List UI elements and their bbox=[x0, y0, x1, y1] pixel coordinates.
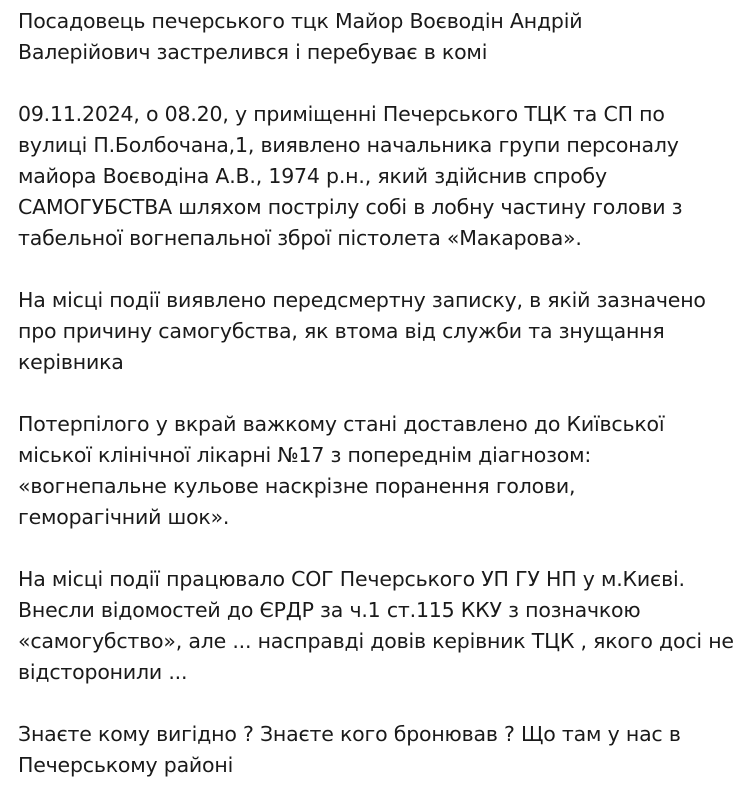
text-line: міської клінічної лікарні №17 з попереднім діагнозом: bbox=[18, 443, 592, 467]
text-line: вулиці П.Болбочана,1, виявлено начальника групи персоналу bbox=[18, 133, 679, 157]
text-line: Валерійович застрелився і перебуває в комі bbox=[18, 40, 488, 64]
text-line: Внесли відомостей до ЄРДР за ч.1 ст.115 ККУ з позначкою bbox=[18, 598, 641, 622]
text-line: керівника bbox=[18, 350, 124, 374]
text-line: геморагічний шок». bbox=[18, 505, 230, 529]
text-line: відсторонили ... bbox=[18, 660, 188, 684]
text-line: Знаєте кому вигідно ? Знаєте кого бронював ? Що там у нас в bbox=[18, 722, 681, 746]
text-line: Посадовець печерського тцк Майор Воєводін Андрій bbox=[18, 9, 583, 33]
paragraph-hospital bbox=[18, 409, 730, 533]
text-line: САМОГУБСТВА шляхом пострілу собі в лобну частину голови з bbox=[18, 195, 683, 219]
text-line: 09.11.2024, о 08.20, у приміщенні Печерського ТЦК та СП по bbox=[18, 102, 665, 126]
text-line: На місці події виявлено передсмертну записку, в якій зазначено bbox=[18, 288, 706, 312]
paragraph-incident bbox=[18, 99, 730, 254]
text-line: майора Воєводіна А.В., 1974 р.н., який здійснив спробу bbox=[18, 164, 607, 188]
paragraph-question bbox=[18, 719, 730, 781]
text-line: Печерському районі bbox=[18, 753, 234, 777]
text-line: На місці події працювало СОГ Печерського УП ГУ НП у м.Києві. bbox=[18, 567, 685, 591]
message-text bbox=[18, 6, 734, 812]
text-line: Потерпілого у вкрай важкому стані доставлено до Київської bbox=[18, 412, 665, 436]
paragraph-note bbox=[18, 285, 730, 378]
text-line: «вогнепальне кульове наскрізне поранення голови, bbox=[18, 474, 576, 498]
text-line: табельної вогнепальної зброї пістолета «Макарова». bbox=[18, 226, 582, 250]
paragraph-headline bbox=[18, 6, 730, 68]
text-line: «самогубство», але ... насправді довів керівник ТЦК , якого досі не bbox=[18, 629, 734, 653]
paragraph-investigation bbox=[18, 564, 734, 688]
text-line: про причину самогубства, як втома від служби та знущання bbox=[18, 319, 665, 343]
